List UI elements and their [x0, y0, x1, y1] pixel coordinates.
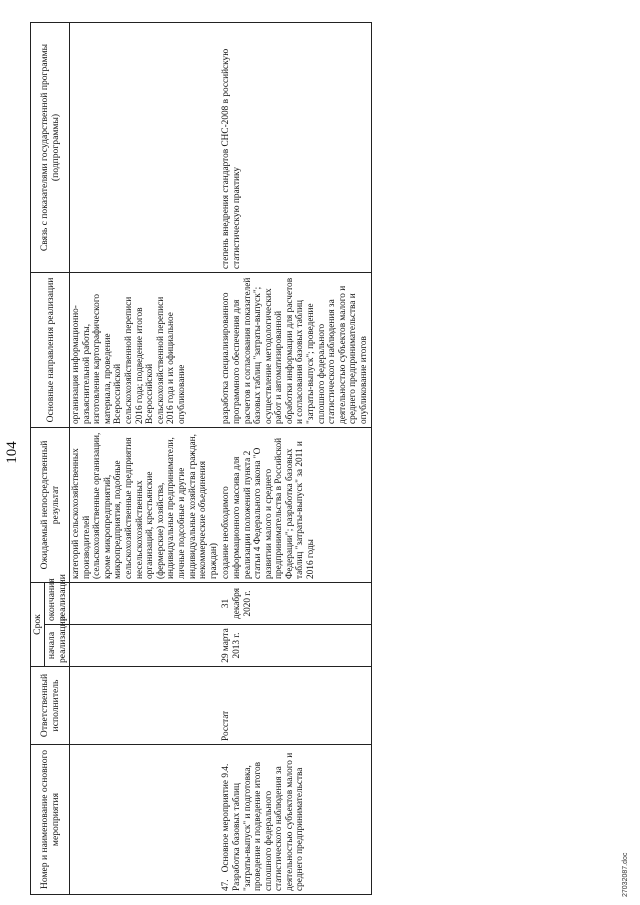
- cell-end: 31 декабря 2020 г.: [220, 583, 371, 625]
- cell-directions: организация информационно-разъяснительной работы, изготовление картографического материала, проведение Всероссийской сельскохозяйственной переписи 2016 года; подведение итогов Всероссийской сельскохозяйственной переписи 2016 года и их официальное опубликование: [70, 273, 221, 428]
- cell-name: [220, 745, 371, 895]
- cell-name: [70, 745, 221, 895]
- cell-result: категорий сельскохозяйственных производителей (сельскохозяйственные организации, кроме микропредприятий, микропредприятия, подобные сельскохозяйственные предприятия несельскохозяйственных организаций, крестьянские (фермерские) хозяйства, индивидуальные предприниматели, личные подсобные и другие индивидуальные хозяйства граждан, некоммерческие объединения граждан): [70, 428, 221, 583]
- cell-link: [70, 23, 221, 273]
- cell-end: [70, 583, 221, 625]
- header-end: окончания реализации: [45, 583, 70, 625]
- header-term: Срок: [31, 583, 45, 667]
- cell-executor: Росстат: [220, 667, 371, 745]
- header-start: начала реализации: [45, 625, 70, 667]
- header-directions: Основные направления реализации: [31, 273, 70, 428]
- program-table: [30, 22, 372, 895]
- cell-directions: разработка специализированного программного обеспечения для расчетов и согласования показателей базовых таблиц "затраты-выпуск"; осуществление методологических работ и автоматизированной обработки информации для расчетов и согласования базовых таблиц "затраты-выпуск"; проведение сплошного федерального статистического наблюдения за деятельностью субъектов малого и среднего предпринимательства и опубликование итогов: [220, 273, 371, 428]
- footer-filename: 27032087.doc: [622, 852, 629, 897]
- cell-executor: [70, 667, 221, 745]
- row-name: Основное мероприятие 9.4. Разработка базовых таблиц "затраты-выпуск" и подготовка, проведение и подведение итогов сплошного федерального статистического наблюдения за деятельностью субъектов малого и среднего предпринимательства: [221, 752, 306, 891]
- cell-link: степень внедрения стандартов СНС-2008 в российскую статистическую практику: [220, 23, 371, 273]
- cell-start: 29 марта 2013 г.: [220, 625, 371, 667]
- header-link: Связь с показателями государственной программы (подпрограммы): [31, 23, 70, 273]
- header-row: [31, 23, 45, 895]
- cell-result: создание необходимого информационного массива для реализации положений пункта 2 статьи 4 Федерального закона "О развитии малого и среднего предпринимательства в Российской Федерации"; разработка базовых таблиц "затраты-выпуск" за 2011 и 2016 годы: [220, 428, 371, 583]
- page-number: 104: [4, 441, 20, 464]
- header-name: Номер и наименование основного мероприятия: [31, 745, 70, 895]
- cell-start: [70, 625, 221, 667]
- row-number: 47.: [221, 879, 232, 891]
- header-result: Ожидаемый непосредственный результат: [31, 428, 70, 583]
- header-executor: Ответственный исполнитель: [31, 667, 70, 745]
- table-row: [70, 23, 221, 895]
- table-row: [220, 23, 371, 895]
